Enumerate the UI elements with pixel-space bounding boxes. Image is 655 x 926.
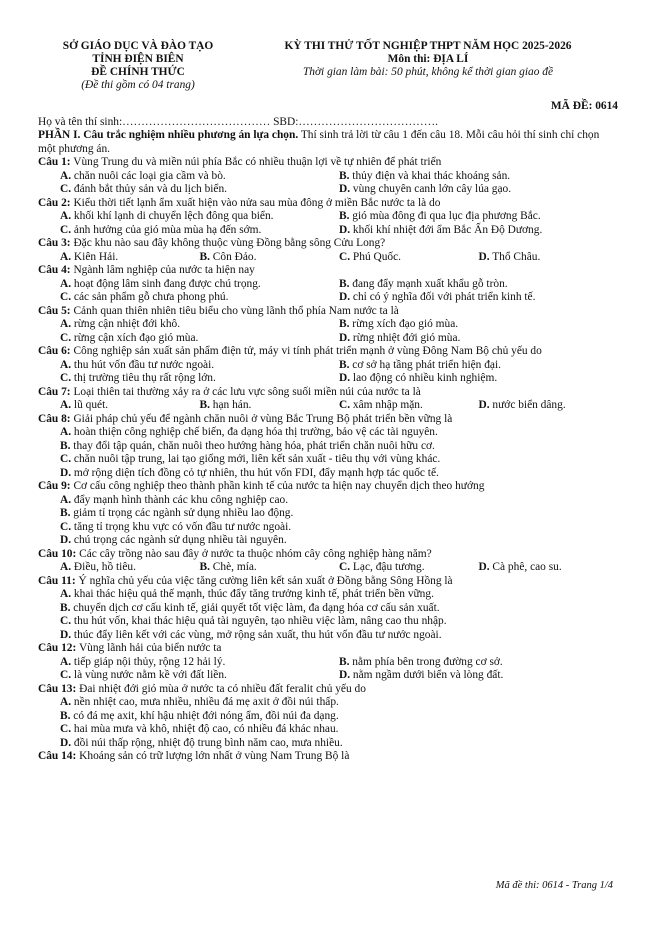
question-label: Câu 11: [38, 574, 76, 587]
option-letter: D. [339, 291, 351, 303]
option-list [38, 278, 618, 305]
question-stem [38, 386, 618, 400]
option-text: Thổ Châu. [489, 250, 541, 263]
option-text: Cà phê, cao su. [489, 561, 562, 573]
question-13 [38, 683, 618, 751]
answer-option [60, 183, 339, 197]
option-text: rừng cận xích đạo gió mùa. [71, 331, 199, 344]
option-text: vùng chuyên canh lớn cây lúa gạo. [350, 183, 512, 195]
answer-option [60, 318, 339, 332]
option-letter: B. [199, 561, 210, 573]
option-list [38, 359, 618, 386]
question-stem [38, 642, 618, 656]
option-letter: B. [339, 655, 350, 668]
option-letter: D. [60, 628, 72, 641]
option-letter: D. [478, 399, 490, 411]
option-text: chỉ có ý nghĩa đối với phát triển kinh tế. [350, 291, 536, 303]
answer-option [339, 669, 618, 683]
option-text: Chè, mía. [209, 561, 257, 573]
question-text: Các cây trồng nào sau đây ở nước ta thuộc nhóm cây công nghiệp hàng năm? [76, 547, 432, 560]
answer-option [339, 210, 618, 224]
option-text: đánh bắt thủy sản và du lịch biển. [71, 183, 228, 195]
option-text: nền nhiệt cao, mưa nhiều, nhiều đá mẹ axit ở đồi núi thấp. [71, 696, 339, 708]
question-5 [38, 305, 618, 346]
option-text: nước biển dâng. [489, 399, 566, 411]
option-letter: A. [60, 210, 72, 222]
answer-option [479, 251, 619, 265]
option-letter: C. [60, 183, 72, 195]
option-text: đồi núi thấp rộng, nhiệt độ trung bình năm cao, mưa nhiều. [71, 736, 343, 749]
option-letter: A. [60, 277, 72, 290]
header-left [38, 40, 238, 92]
option-letter: B. [60, 507, 71, 519]
answer-option [60, 440, 618, 454]
option-letter: A. [60, 655, 72, 668]
question-14 [38, 750, 618, 764]
option-text: Lạc, đậu tương. [350, 561, 425, 573]
option-letter: A. [60, 696, 72, 708]
answer-option [60, 669, 339, 683]
option-letter: A. [60, 493, 72, 506]
option-text: có đá mẹ axit, khí hậu nhiệt đới nóng ẩm, đồi núi đa dạng. [70, 709, 339, 722]
option-text: đang đẩy mạnh xuất khẩu gỗ tròn. [349, 277, 508, 290]
question-stem [38, 575, 618, 589]
question-label: Câu 8: [38, 412, 71, 425]
answer-option [60, 467, 618, 481]
option-text: Phú Quốc. [350, 250, 402, 263]
answer-option [479, 561, 619, 575]
question-2 [38, 197, 618, 238]
option-letter: C. [60, 669, 72, 681]
option-text: thị trường tiêu thụ rất rộng lớn. [71, 372, 216, 384]
question-label: Câu 2: [38, 196, 71, 209]
student-info-line: Họ và tên thí sinh:………………………………… SBD:………………………………. [38, 115, 438, 128]
answer-option [339, 170, 618, 184]
exam-page [38, 40, 618, 764]
option-letter: C. [60, 291, 72, 303]
province-name: TỈNH ĐIỆN BIÊN [92, 53, 184, 65]
answer-option [339, 399, 479, 413]
option-letter: C. [60, 331, 72, 344]
question-label: Câu 6: [38, 345, 71, 357]
option-list [38, 251, 618, 265]
answer-option [60, 737, 618, 751]
answer-option [60, 534, 618, 548]
answer-option [339, 278, 618, 292]
option-letter: A. [60, 358, 72, 371]
option-text: chăn nuôi tập trung, lai tạo giống mới, liên kết sản xuất - tiêu thụ với vùng khác. [71, 453, 441, 465]
question-text: Giải pháp chủ yếu để ngành chăn nuôi ở vùng Bắc Trung Bộ phát triển bền vững là [70, 412, 453, 425]
option-text: thu hút vốn đầu tư nước ngoài. [71, 358, 215, 371]
option-list [38, 318, 618, 345]
option-text: khối khí lạnh di chuyển lệch đông qua biển. [71, 210, 274, 222]
option-letter: D. [60, 736, 72, 749]
option-text: các sản phẩm gỗ chưa phong phú. [71, 291, 229, 303]
header-right [238, 40, 618, 92]
question-text: Loại thiên tai thường xảy ra ở các lưu vực sông suối miền núi của nước ta là [70, 385, 421, 398]
answer-option [60, 696, 618, 710]
option-letter: A. [60, 250, 72, 263]
option-text: ảnh hưởng của gió mùa mùa hạ đến sớm. [71, 223, 262, 236]
answer-option [60, 507, 618, 521]
question-label: Câu 14: [38, 750, 77, 762]
answer-option [200, 251, 340, 265]
question-text: Vùng lãnh hải của biển nước ta [76, 642, 222, 654]
option-list [38, 696, 618, 750]
part-title: PHẦN I. Câu trắc nghiệm nhiều phương án lựa chọn. [38, 129, 299, 141]
option-letter: A. [60, 318, 72, 330]
option-letter: B. [60, 439, 71, 452]
option-text: lao động có nhiều kinh nghiệm. [350, 372, 498, 384]
answer-option [60, 521, 618, 535]
question-text: Cơ cấu công nghiệp theo thành phần kinh tế của nước ta hiện nay chuyển dịch theo hướng [70, 480, 485, 492]
answer-option [60, 710, 618, 724]
question-stem [38, 264, 618, 278]
exam-title: KỲ THI THỬ TỐT NGHIỆP THPT NĂM HỌC 2025-2026 [284, 40, 572, 52]
answer-option [200, 561, 340, 575]
answer-option [200, 399, 340, 413]
answer-option [339, 359, 618, 373]
exam-code: MÃ ĐỀ: 0614 [550, 100, 618, 112]
option-text: Côn Đảo. [209, 250, 257, 263]
option-letter: B. [339, 210, 350, 222]
option-letter: C. [339, 561, 351, 573]
question-6 [38, 345, 618, 386]
question-label: Câu 5: [38, 304, 71, 317]
question-text: Kiểu thời tiết lạnh ẩm xuất hiện vào nửa sau mùa đông ở miền Bắc nước ta là do [70, 196, 441, 209]
answer-option [60, 723, 618, 737]
option-text: chuyển dịch cơ cấu kinh tế, giải quyết tốt việc làm, đa dạng hóa cơ cấu sản xuất. [70, 601, 440, 614]
option-letter: C. [60, 520, 72, 533]
option-letter: A. [60, 561, 72, 573]
option-letter: B. [339, 169, 350, 182]
option-letter: B. [60, 601, 71, 614]
option-text: nằm ngầm dưới biển và lòng đất. [350, 669, 504, 681]
question-8 [38, 413, 618, 481]
answer-option [60, 399, 200, 413]
option-list [38, 588, 618, 642]
option-list [38, 210, 618, 237]
question-11 [38, 575, 618, 643]
question-label: Câu 13: [38, 682, 77, 695]
option-letter: B. [199, 399, 210, 411]
department-name: SỞ GIÁO DỤC VÀ ĐÀO TẠO [62, 40, 214, 52]
question-label: Câu 12: [38, 642, 77, 654]
option-text: thu hút vốn, khai thác hiệu quả tài nguyên, tạo nhiều việc làm, nâng cao thu nhập. [71, 615, 447, 627]
question-stem [38, 548, 618, 562]
option-text: giảm tỉ trọng các ngành sử dụng nhiều lao động. [70, 507, 294, 519]
option-text: thúc đẩy liên kết với các vùng, mở rộng sản xuất, thu hút vốn đầu tư nước ngoài. [71, 628, 442, 641]
answer-option [60, 494, 618, 508]
time-line: Thời gian làm bài: 50 phút, không kể thời gian giao đề [302, 66, 554, 78]
option-text: tăng tỉ trọng khu vực có vốn đầu tư nước ngoài. [71, 520, 292, 533]
option-text: rừng xích đạo gió mùa. [349, 318, 459, 330]
answer-option [339, 561, 479, 575]
answer-option [60, 615, 618, 629]
answer-option [60, 453, 618, 467]
question-stem [38, 480, 618, 494]
answer-option [60, 426, 618, 440]
option-letter: D. [60, 534, 72, 546]
answer-option [60, 588, 618, 602]
page-footer: Mã đề thi: 0614 - Trang 1/4 [495, 880, 613, 891]
option-text: rừng nhiệt đới gió mùa. [350, 331, 461, 344]
question-text: Ý nghĩa chủ yếu của việc tăng cường liên kết sản xuất ở Đồng bằng Sông Hồng là [75, 574, 453, 587]
option-letter: D. [339, 372, 351, 384]
question-text: Vùng Trung du và miền núi phía Bắc có nhiều thuận lợi về tự nhiên để phát triển [70, 156, 442, 168]
answer-option [60, 656, 339, 670]
option-letter: B. [339, 318, 350, 330]
question-12 [38, 642, 618, 683]
question-text: Đai nhiệt đới gió mùa ở nước ta có nhiều đất feralit chủ yếu do [76, 682, 366, 695]
option-letter: D. [478, 250, 490, 263]
option-list [38, 170, 618, 197]
answer-option [60, 170, 339, 184]
question-stem [38, 750, 618, 764]
answer-option [479, 399, 619, 413]
option-list [38, 426, 618, 480]
question-4 [38, 264, 618, 305]
question-label: Câu 4: [38, 264, 71, 276]
question-7 [38, 386, 618, 413]
question-stem [38, 413, 618, 427]
option-text: nằm phía bên trong đường cơ sở. [349, 655, 503, 668]
option-text: thay đổi tập quán, chăn nuôi theo hướng hàng hóa, phát triển chăn nuôi hữu cơ. [70, 439, 435, 452]
pages-note: (Đề thi gồm có 04 trang) [81, 79, 195, 91]
option-letter: C. [60, 723, 72, 735]
option-letter: C. [339, 250, 351, 263]
answer-option [60, 251, 200, 265]
answer-option [60, 372, 339, 386]
option-letter: D. [339, 331, 351, 344]
option-letter: A. [60, 426, 72, 438]
answer-option [339, 318, 618, 332]
option-letter: B. [199, 250, 210, 263]
question-label: Câu 3: [38, 237, 71, 249]
question-text: Cảnh quan thiên nhiên tiêu biểu cho vùng lãnh thổ phía Nam nước ta là [70, 304, 399, 317]
question-text: Công nghiệp sản xuất sản phẩm điện tử, máy vi tính phát triển mạnh ở vùng Đông Nam Bộ chủ yếu do [70, 345, 542, 357]
answer-option [60, 291, 339, 305]
option-letter: A. [60, 169, 72, 182]
option-letter: D. [478, 561, 490, 573]
question-stem [38, 197, 618, 211]
option-text: chú trọng các ngành sử dụng nhiều tài nguyên. [71, 534, 287, 546]
answer-option [60, 278, 339, 292]
option-letter: D. [60, 466, 72, 479]
question-9 [38, 480, 618, 548]
question-stem [38, 683, 618, 697]
option-letter: A. [60, 588, 72, 600]
option-text: hoàn thiện công nghiệp chế biến, đa dạng hóa thị trường, bảo vệ các tài nguyên. [71, 426, 438, 438]
option-letter: B. [339, 277, 350, 290]
answer-option [60, 359, 339, 373]
exam-header [38, 40, 618, 92]
part-heading [38, 129, 618, 156]
part-description: Thí sinh trả lời từ câu 1 đến câu 18. Mỗi câu hỏi thí sinh chỉ chọn một phương án. [38, 129, 600, 155]
option-text: Điều, hồ tiêu. [71, 561, 136, 573]
answer-option [339, 251, 479, 265]
option-text: là vùng nước nằm kề với đất liền. [71, 669, 227, 681]
question-label: Câu 1: [38, 156, 71, 168]
answer-option [60, 602, 618, 616]
option-letter: D. [339, 669, 351, 681]
answer-option [339, 224, 618, 238]
option-text: rừng cận nhiệt đới khô. [71, 318, 181, 330]
answer-option [60, 210, 339, 224]
answer-option [339, 291, 618, 305]
question-1 [38, 156, 618, 197]
option-text: mở rộng diện tích đồng cỏ tự nhiên, thu hút vốn FDI, đẩy mạnh hợp tác quốc tế. [71, 466, 439, 479]
option-letter: C. [60, 453, 72, 465]
question-text: Đặc khu nào sau đây không thuộc vùng Đồng bằng sông Cửu Long? [70, 237, 386, 249]
option-text: hai mùa mưa và khô, nhiệt độ cao, có nhiều đá khác nhau. [71, 723, 339, 735]
option-text: khối khí nhiệt đới ẩm Bắc Ấn Độ Dương. [350, 223, 543, 236]
subject-line: Môn thi: ĐỊA LÍ [387, 53, 469, 65]
option-letter: B. [60, 709, 71, 722]
option-text: gió mùa đông đi qua lục địa phương Bắc. [349, 210, 541, 222]
question-list [38, 156, 618, 764]
option-letter: D. [339, 223, 351, 236]
question-text: Ngành lâm nghiệp của nước ta hiện nay [70, 264, 255, 276]
option-letter: B. [339, 358, 350, 371]
question-stem [38, 345, 618, 359]
question-3 [38, 237, 618, 264]
option-letter: C. [60, 615, 72, 627]
option-text: lũ quét. [71, 399, 109, 411]
option-text: khai thác hiệu quả thế mạnh, thúc đẩy tăng trưởng kinh tế, phát triển bền vững. [71, 588, 434, 600]
question-stem [38, 237, 618, 251]
question-10 [38, 548, 618, 575]
question-stem [38, 156, 618, 170]
option-letter: A. [60, 399, 72, 411]
answer-option [339, 656, 618, 670]
answer-option [339, 332, 618, 346]
option-text: chăn nuôi các loại gia cầm và bò. [71, 169, 226, 182]
answer-option [60, 561, 200, 575]
answer-option [339, 183, 618, 197]
question-label: Câu 9: [38, 480, 71, 492]
option-text: đẩy mạnh hình thành các khu công nghiệp cao. [71, 493, 289, 506]
option-text: Kiên Hải. [71, 250, 119, 263]
option-letter: D. [339, 183, 351, 195]
question-stem [38, 305, 618, 319]
answer-option [60, 629, 618, 643]
option-letter: C. [60, 372, 72, 384]
option-letter: C. [339, 399, 351, 411]
option-text: xâm nhập mặn. [350, 399, 423, 411]
option-text: cơ sở hạ tầng phát triển hiện đại. [349, 358, 501, 371]
option-letter: C. [60, 223, 72, 236]
option-list [38, 494, 618, 548]
official-label: ĐỀ CHÍNH THỨC [91, 66, 185, 78]
question-label: Câu 7: [38, 385, 71, 398]
question-text: Khoáng sản có trữ lượng lớn nhất ở vùng Nam Trung Bộ là [76, 750, 350, 762]
option-list [38, 656, 618, 683]
option-list [38, 561, 618, 575]
answer-option [60, 224, 339, 238]
option-text: thủy điện và khai thác khoáng sản. [349, 169, 511, 182]
option-list [38, 399, 618, 413]
question-label: Câu 10: [38, 547, 77, 560]
option-text: hoạt động lâm sinh đang được chú trọng. [71, 277, 261, 290]
answer-option [60, 332, 339, 346]
answer-option [339, 372, 618, 386]
option-text: hạn hán. [209, 399, 252, 411]
option-text: tiếp giáp nội thủy, rộng 12 hải lý. [71, 655, 226, 668]
